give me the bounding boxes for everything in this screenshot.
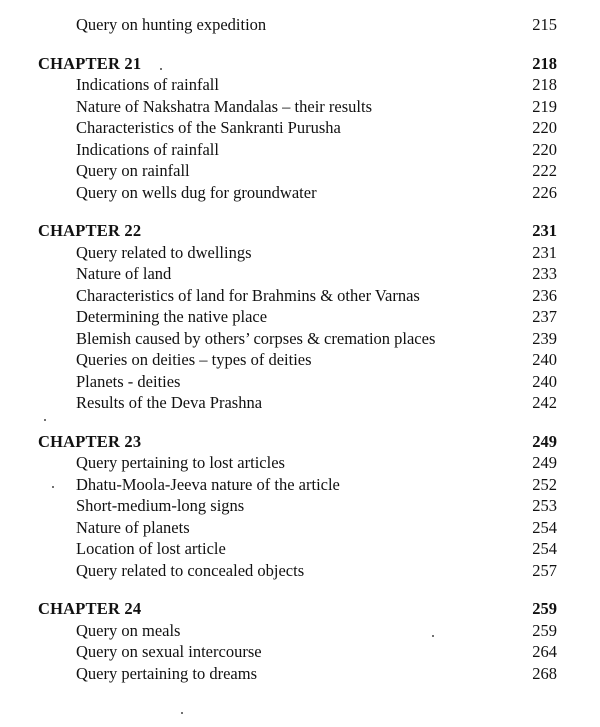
entry-page-number: 240 (532, 350, 557, 369)
toc-entry (0, 349, 600, 371)
toc-entry (0, 242, 600, 264)
entry-page-number: 249 (532, 453, 557, 472)
entry-title: Query on sexual intercourse (76, 642, 262, 661)
chapter-heading (0, 431, 600, 453)
chapter-title: CHAPTER 21 (38, 53, 142, 73)
entry-page-number: 218 (532, 75, 557, 94)
chapter-heading (0, 53, 600, 75)
entry-page-number: 215 (532, 15, 557, 34)
entry-page-number: 254 (532, 539, 557, 558)
toc-entry (0, 306, 600, 328)
chapter-page-number: 231 (532, 221, 557, 240)
entry-title: Dhatu-Moola-Jeeva nature of the article (76, 474, 340, 494)
entry-title: Query on meals (76, 620, 181, 640)
entry-page-number: 236 (532, 285, 557, 305)
toc-entry (0, 641, 600, 663)
entry-title: Short-medium-long signs (76, 496, 245, 515)
entry-title: Query pertaining to dreams (76, 663, 257, 683)
entry-page-number: 254 (532, 517, 557, 537)
entry-title: Query on rainfall (76, 161, 190, 180)
chapter-title: CHAPTER 24 (38, 599, 142, 618)
entry-title: Nature of Nakshatra Mandalas – their results (76, 96, 372, 116)
toc-entry (0, 392, 600, 414)
chapter-page-number: 249 (532, 431, 557, 451)
chapter-heading (0, 220, 600, 242)
entry-title: Query on wells dug for groundwater (76, 182, 317, 202)
scan-speck (52, 486, 54, 488)
entry-page-number: 231 (532, 242, 557, 262)
entry-title: Query pertaining to lost articles (76, 453, 285, 472)
entry-page-number: 259 (532, 620, 557, 640)
scan-speck (160, 68, 162, 70)
entry-page-number: 242 (532, 393, 557, 412)
toc-entry (0, 620, 600, 642)
entry-title: Query related to concealed objects (76, 560, 305, 580)
toc-entry (0, 474, 600, 496)
chapter-page-number: 259 (532, 599, 557, 618)
entry-page-number: 220 (532, 139, 557, 159)
chapter-title: CHAPTER 23 (38, 431, 142, 451)
entry-page-number: 240 (532, 371, 557, 391)
entry-page-number: 252 (532, 474, 557, 494)
entry-title: Nature of land (76, 264, 172, 283)
entry-page-number: 264 (532, 642, 557, 661)
toc-entry (0, 14, 600, 36)
entry-title: Blemish caused by others’ corpses & cremation places (76, 328, 436, 348)
entry-page-number: 219 (532, 96, 557, 116)
toc-entry (0, 328, 600, 350)
entry-title: Queries on deities – types of deities (76, 350, 312, 369)
toc-entry (0, 452, 600, 474)
entry-title: Nature of planets (76, 517, 190, 537)
toc-entry (0, 182, 600, 204)
scan-speck (181, 712, 183, 714)
entry-title: Indications of rainfall (76, 139, 219, 159)
entry-page-number: 233 (532, 264, 557, 283)
toc-entry (0, 263, 600, 285)
toc-entry (0, 160, 600, 182)
entry-title: Planets - deities (76, 371, 181, 391)
toc-entry (0, 538, 600, 560)
scan-speck (44, 419, 46, 421)
toc-entry (0, 117, 600, 139)
entry-page-number: 257 (532, 560, 557, 580)
entry-page-number: 220 (532, 118, 557, 137)
toc-entry (0, 371, 600, 393)
toc-entry (0, 517, 600, 539)
toc-entry (0, 495, 600, 517)
entry-title: Characteristics of the Sankranti Purusha (76, 118, 341, 137)
entry-page-number: 253 (532, 496, 557, 515)
toc-entry (0, 560, 600, 582)
entry-title: Determining the native place (76, 307, 268, 326)
entry-page-number: 237 (532, 307, 557, 326)
entry-page-number: 239 (532, 328, 557, 348)
entry-title: Indications of rainfall (76, 75, 219, 94)
entry-page-number: 226 (532, 182, 557, 202)
entry-title: Query on hunting expedition (76, 15, 267, 34)
table-of-contents (0, 14, 600, 684)
chapter-page-number: 218 (532, 53, 557, 73)
entry-title: Results of the Deva Prashna (76, 393, 263, 412)
entry-page-number: 222 (532, 161, 557, 180)
toc-entry (0, 663, 600, 685)
toc-entry (0, 139, 600, 161)
toc-entry (0, 285, 600, 307)
entry-title: Location of lost article (76, 539, 226, 558)
entry-page-number: 268 (532, 663, 557, 683)
toc-entry (0, 74, 600, 96)
entry-title: Characteristics of land for Brahmins & other Varnas (76, 285, 420, 305)
chapter-title: CHAPTER 22 (38, 221, 142, 240)
scan-speck (432, 635, 434, 637)
toc-entry (0, 96, 600, 118)
chapter-heading (0, 598, 600, 620)
entry-title: Query related to dwellings (76, 242, 252, 262)
